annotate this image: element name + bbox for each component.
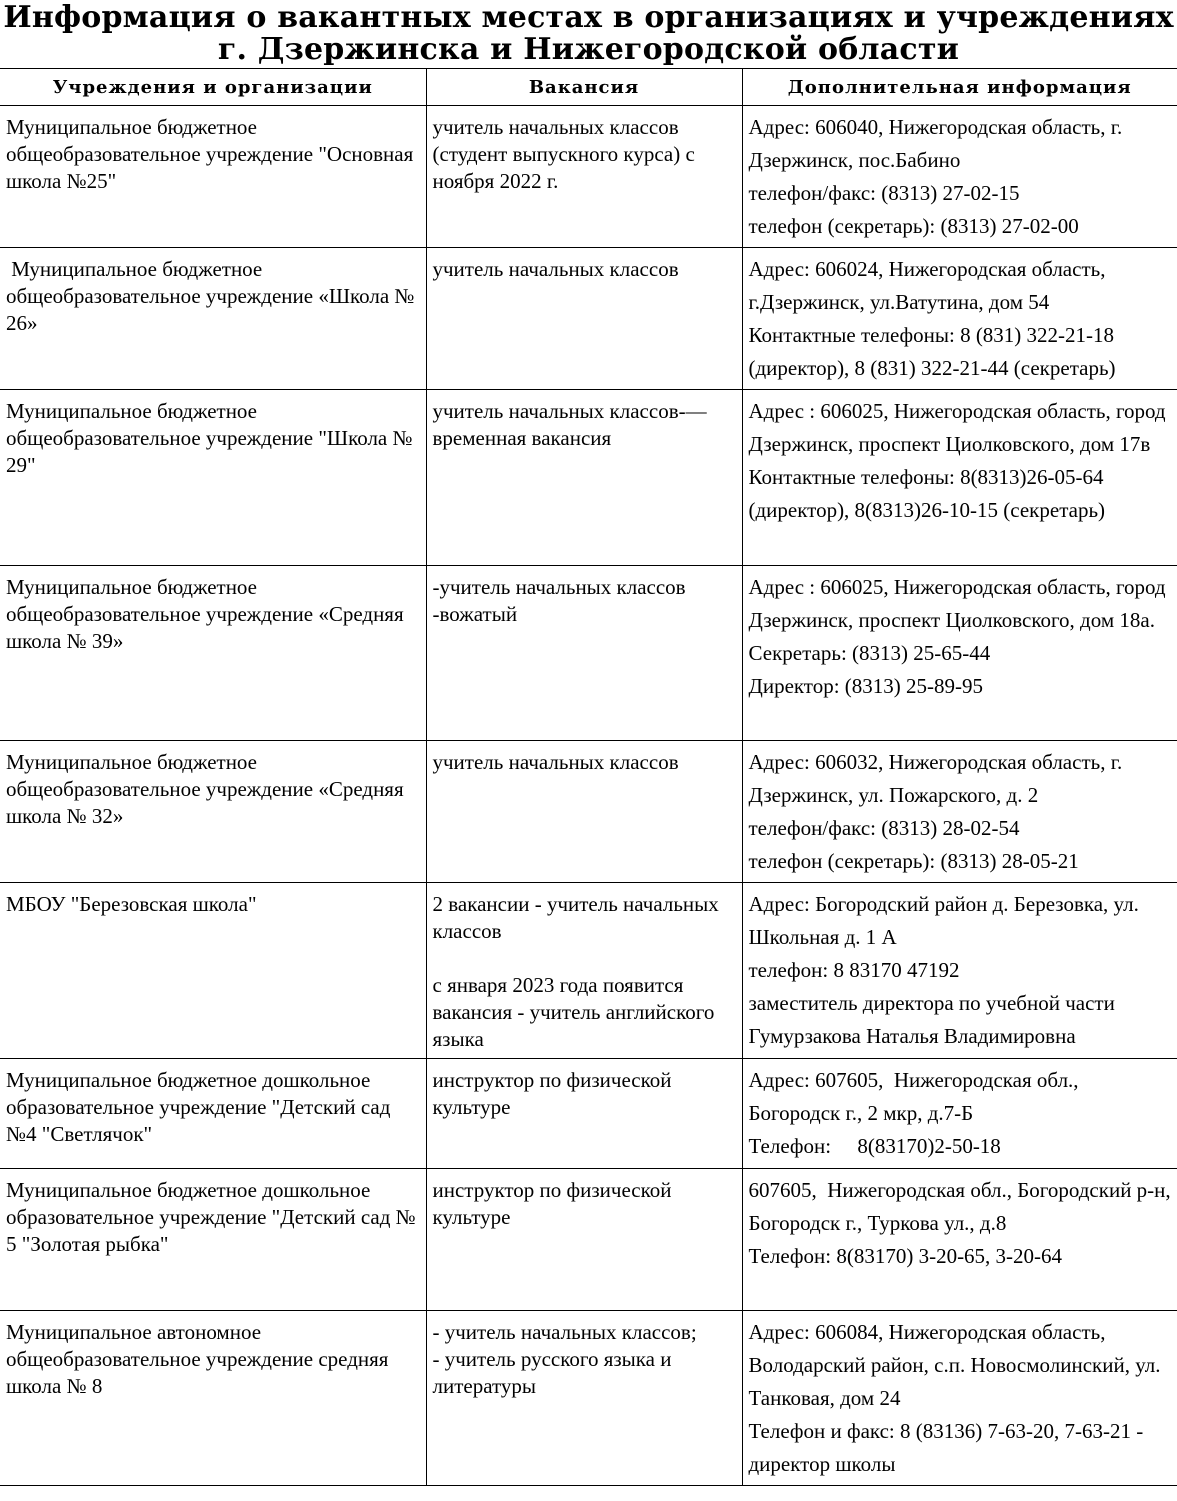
table-row [0,566,1177,741]
info-line: Адрес: 606040, Нижегородская область, г. Дзержинск, пос.Бабино [748,115,1128,172]
organization-cell: Муниципальное бюджетное общеобразовательное учреждение "Школа № 29" [0,390,426,566]
table-row [0,390,1177,566]
info-line: Адрес: Богородский район д. Березовка, ул. Школьная д. 1 А [748,892,1145,949]
vacancy-cell [426,248,742,390]
info-line: Адрес: 606024, Нижегородская область, г.Дзержинск, ул.Ватутина, дом 54 [748,257,1111,314]
vacancy-cell [426,390,742,566]
vacancy-cell [426,1059,742,1169]
info-line: телефон/факс: (8313) 27-02-15 [748,181,1020,205]
info-line: Контактные телефоны: 8 (831) 322-21-18 (директор), 8 (831) 322-21-44 (секретарь) [748,323,1120,380]
info-line: Секретарь: (8313) 25-65-44 [748,641,991,665]
table-header-row [0,69,1177,106]
info-line: телефон (секретарь): (8313) 28-05-21 [748,849,1079,873]
additional-info-cell [742,1169,1177,1311]
vacancy-line: -учитель начальных классов [432,575,686,599]
table-row [0,1169,1177,1311]
organization-cell: Муниципальное бюджетное общеобразовательное учреждение «Средняя школа № 32» [0,741,426,883]
info-line: телефон: 8 83170 47192 [748,958,960,982]
info-line: Телефон и факс: 8 (83136) 7-63-20, 7-63-21 - директор школы [748,1419,1149,1476]
vacancy-line: инструктор по физической культуре [432,1178,672,1229]
info-line: Адрес: 606084, Нижегородская область, Володарский район, с.п. Новосмолинский, ул. Танковая, дом 24 [748,1320,1166,1410]
vacancy-line: -вожатый [432,602,518,626]
organization-cell: Муниципальное бюджетное дошкольное образовательное учреждение "Детский сад № 5 "Золотая рыбка" [0,1169,426,1311]
page-title: Информация о вакантных местах в организациях и учреждениях г. Дзержинска и Нижегородской области [3,0,1174,67]
table-row [0,248,1177,390]
vacancy-line: 2 вакансии - учитель начальных классов [432,892,719,943]
additional-info-cell [742,106,1177,248]
table-row [0,741,1177,883]
info-line: Телефон: 8(83170)2-50-18 [748,1134,1001,1158]
vacancy-line: - учитель русского языка и литературы [432,1347,672,1398]
vacancy-gap [433,945,736,972]
organization-cell: Муниципальное бюджетное общеобразовательное учреждение «Школа № 26» [0,248,426,390]
vacancy-line: учитель начальных классов-— временная вакансия [432,399,707,450]
additional-info-cell [742,248,1177,390]
vacancy-cell [426,1169,742,1311]
info-line: 607605, Нижегородская обл., Богородский р-н, Богородск г., Туркова ул., д.8 [748,1178,1176,1235]
vacancy-line: учитель начальных классов (студент выпускного курса) с ноября 2022 г. [432,115,695,193]
vacancy-line: учитель начальных классов [432,750,679,774]
table-row [0,1059,1177,1169]
info-line: Адрес : 606025, Нижегородская область, город Дзержинск, проспект Циолковского, дом 17в [748,399,1171,456]
additional-info-cell [742,566,1177,741]
vacancy-cell [426,741,742,883]
vacancy-cell [426,566,742,741]
vacancy-line: с января 2023 года появится вакансия - учитель английского языка [432,973,715,1051]
info-line: телефон (секретарь): (8313) 27-02-00 [748,214,1079,238]
table-row [0,106,1177,248]
vacancy-line: инструктор по физической культуре [432,1068,672,1119]
info-line: Адрес : 606025, Нижегородская область, город Дзержинск, проспект Циолковского, дом 18а. [748,575,1171,632]
additional-info-cell [742,390,1177,566]
header-additional-info: Дополнительная информация [742,69,1177,106]
organization-cell: Муниципальное бюджетное дошкольное образовательное учреждение "Детский сад №4 "Светлячок" [0,1059,426,1169]
header-vacancy: Вакансия [426,69,742,106]
info-line: заместитель директора по учебной части Гумурзакова Наталья Владимировна [748,991,1121,1048]
info-line: Директор: (8313) 25-89-95 [748,674,984,698]
organization-cell: МБОУ "Березовская школа" [0,883,426,1059]
table-row [0,1311,1177,1486]
additional-info-cell [742,1311,1177,1486]
table-row [0,883,1177,1059]
organization-cell: Муниципальное автономное общеобразовательное учреждение средняя школа № 8 [0,1311,426,1486]
info-line: Телефон: 8(83170) 3-20-65, 3-20-64 [748,1244,1063,1268]
info-line: Адрес: 607605, Нижегородская обл., Богородск г., 2 мкр, д.7-Б [748,1068,1084,1125]
vacancy-cell [426,883,742,1059]
header-organizations: Учреждения и организации [0,69,426,106]
info-line: Контактные телефоны: 8(8313)26-05-64 (директор), 8(8313)26-10-15 (секретарь) [748,465,1109,522]
vacancies-table [0,68,1177,1486]
info-line: Адрес: 606032, Нижегородская область, г. Дзержинск, ул. Пожарского, д. 2 [748,750,1128,807]
vacancy-line: учитель начальных классов [432,257,679,281]
vacancy-cell [426,106,742,248]
organization-cell: Муниципальное бюджетное общеобразовательное учреждение "Основная школа №25" [0,106,426,248]
organization-cell: Муниципальное бюджетное общеобразовательное учреждение «Средняя школа № 39» [0,566,426,741]
additional-info-cell [742,741,1177,883]
info-line: телефон/факс: (8313) 28-02-54 [748,816,1020,840]
vacancy-line: - учитель начальных классов; [432,1320,697,1344]
additional-info-cell [742,883,1177,1059]
vacancy-cell [426,1311,742,1486]
additional-info-cell [742,1059,1177,1169]
